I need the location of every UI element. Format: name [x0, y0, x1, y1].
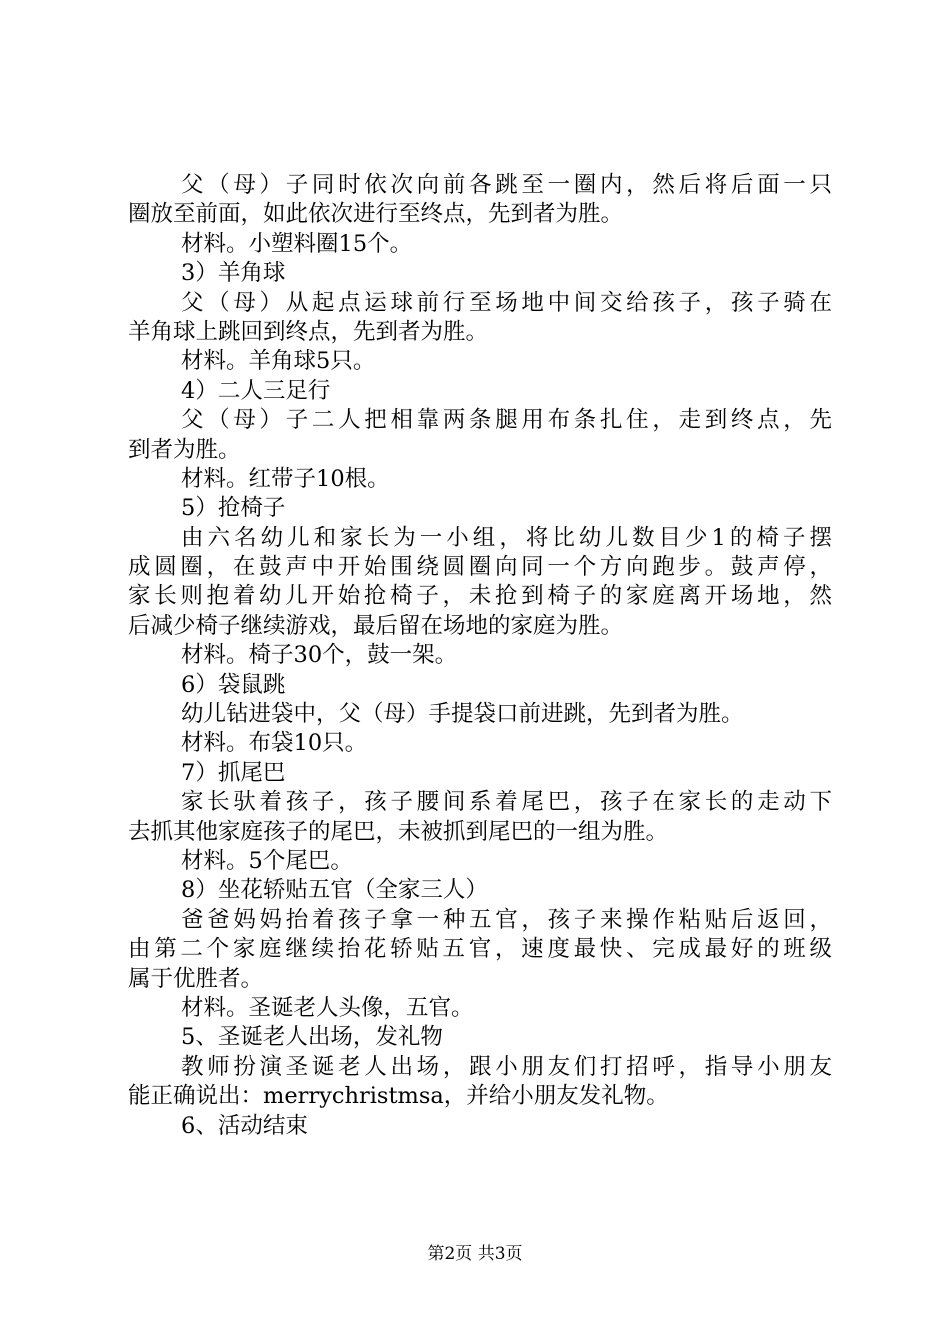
- text-line: 后减少椅子继续游戏，最后留在场地的家庭为胜。: [128, 612, 624, 639]
- text-line: 教师扮演圣诞老人出场，跟小朋友们打招呼，指导小朋友: [181, 1053, 832, 1080]
- text-line: 材料。布袋10只。: [181, 730, 368, 757]
- text-line: 材料。椅子30个，鼓一架。: [181, 642, 458, 669]
- text-line: 爸爸妈妈抬着孩子拿一种五官，孩子来操作粘贴后返回，: [181, 906, 832, 933]
- text-line: 家长则抱着幼儿开始抢椅子，未抢到椅子的家庭离开场地，然: [128, 583, 832, 610]
- text-line: 材料。5个尾巴。: [181, 847, 353, 874]
- text-line: 5）抢椅子: [181, 495, 286, 522]
- text-line: 由第二个家庭继续抬花轿贴五官，速度最快、完成最好的班级: [128, 936, 832, 963]
- text-line: 到者为胜。: [128, 436, 241, 463]
- text-line: 4）二人三足行: [181, 377, 331, 404]
- text-line: 3）羊角球: [181, 260, 286, 287]
- text-line: 材料。羊角球5只。: [181, 348, 376, 375]
- text-line: 能正确说出：merrychristmsa，并给小朋友发礼物。: [128, 1083, 669, 1110]
- text-line: 幼儿钻进袋中，父（母）手提袋口前进跳，先到者为胜。: [181, 701, 744, 728]
- text-line: 羊角球上跳回到终点，先到者为胜。: [128, 318, 489, 345]
- text-line: 由六名幼儿和家长为一小组，将比幼儿数目少1的椅子摆: [181, 524, 832, 551]
- text-line: 6、活动结束: [181, 1112, 308, 1139]
- text-line: 属于优胜者。: [128, 965, 264, 992]
- text-line: 圈放至前面，如此依次进行至终点，先到者为胜。: [128, 201, 624, 228]
- text-line: 6）袋鼠跳: [181, 671, 286, 698]
- text-line: 父（母）子同时依次向前各跳至一圈内，然后将后面一只: [181, 172, 832, 198]
- text-line: 家长驮着孩子，孩子腰间系着尾巴，孩子在家长的走动下: [181, 789, 832, 816]
- text-line: 8）坐花轿贴五官（全家三人）: [181, 877, 488, 904]
- text-line: 成圆圈，在鼓声中开始围绕圆圈向同一个方向跑步。鼓声停，: [128, 554, 832, 581]
- text-line: 材料。红带子10根。: [181, 465, 390, 492]
- page-footer: 第2页 共3页: [427, 1244, 523, 1264]
- text-line: 父（母）子二人把相靠两条腿用布条扎住，走到终点，先: [181, 407, 832, 434]
- text-line: 5、圣诞老人出场，发礼物: [181, 1024, 443, 1051]
- text-line: 父（母）从起点运球前行至场地中间交给孩子，孩子骑在: [181, 289, 832, 316]
- text-line: 材料。小塑料圈15个。: [181, 230, 413, 257]
- text-line: 7）抓尾巴: [181, 759, 286, 786]
- text-line: 材料。圣诞老人头像，五官。: [181, 994, 474, 1021]
- text-line: 去抓其他家庭孩子的尾巴，未被抓到尾巴的一组为胜。: [128, 818, 669, 845]
- document-body: [128, 171, 832, 1141]
